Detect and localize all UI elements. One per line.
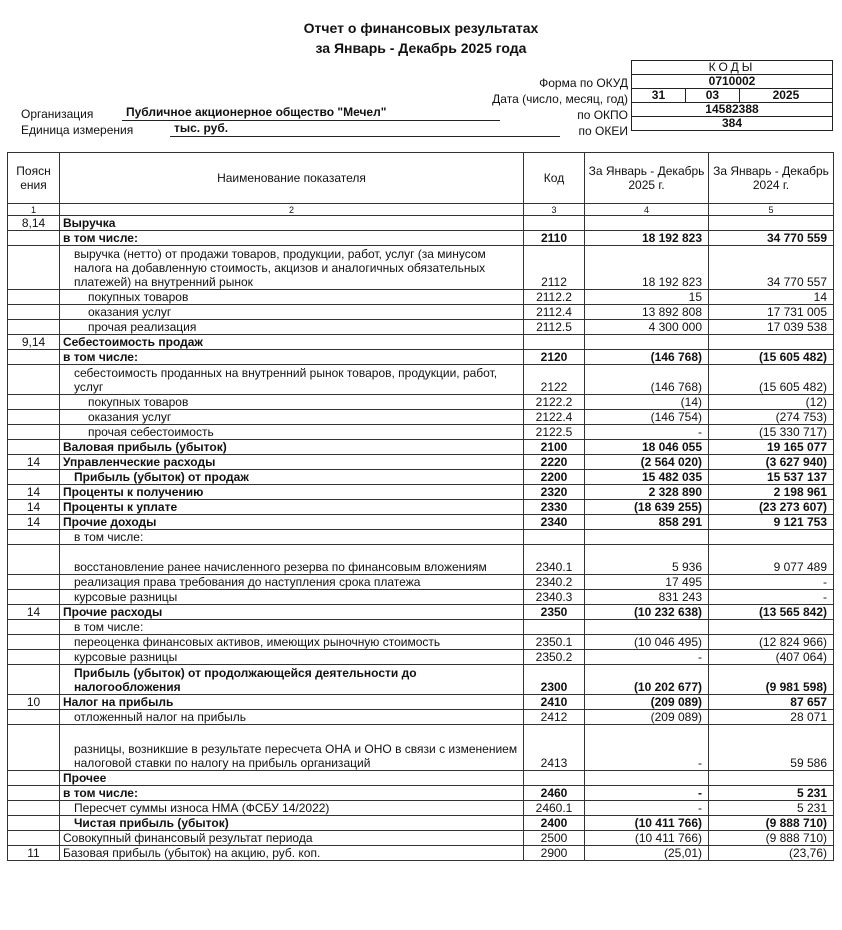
row-note	[8, 650, 60, 665]
row-note: 14	[8, 455, 60, 470]
row-code: 2122	[524, 365, 585, 395]
row-name: в том числе:	[60, 231, 524, 246]
row-value-2025	[585, 771, 709, 786]
table-row	[8, 710, 834, 725]
row-name: Налог на прибыль	[60, 695, 524, 710]
table-row	[8, 335, 834, 350]
row-name: покупных товаров	[60, 290, 524, 305]
row-name: Базовая прибыль (убыток) на акцию, руб. коп.	[60, 846, 524, 861]
date-year: 2025	[739, 89, 832, 103]
row-note	[8, 620, 60, 635]
row-value-2024: (12 824 966)	[709, 635, 834, 650]
row-code: 2320	[524, 485, 585, 500]
row-value-2025: (18 639 255)	[585, 500, 709, 515]
row-name: Проценты к получению	[60, 485, 524, 500]
col-header-2025: За Январь - Декабрь 2025 г.	[585, 153, 709, 204]
row-value-2024	[709, 216, 834, 231]
row-note	[8, 831, 60, 846]
row-value-2025: 15	[585, 290, 709, 305]
unit-label: Единица измерения	[21, 123, 134, 137]
row-value-2025: 858 291	[585, 515, 709, 530]
row-name: реализация права требования до наступления срока платежа	[60, 575, 524, 590]
row-code: 2120	[524, 350, 585, 365]
row-code: 2500	[524, 831, 585, 846]
row-value-2024: 15 537 137	[709, 470, 834, 485]
row-note	[8, 305, 60, 320]
row-note	[8, 470, 60, 485]
row-value-2024: 28 071	[709, 710, 834, 725]
row-code: 2340	[524, 515, 585, 530]
row-value-2025: (10 411 766)	[585, 816, 709, 831]
okei-value: 384	[632, 117, 833, 131]
org-label: Организация	[21, 107, 94, 121]
table-row	[8, 425, 834, 440]
row-note: 8,14	[8, 216, 60, 231]
row-note	[8, 440, 60, 455]
row-value-2025: (146 754)	[585, 410, 709, 425]
row-note	[8, 575, 60, 590]
row-value-2024	[709, 771, 834, 786]
row-value-2025: 17 495	[585, 575, 709, 590]
table-row	[8, 786, 834, 801]
row-note	[8, 350, 60, 365]
row-value-2024: 17 039 538	[709, 320, 834, 335]
row-note	[8, 320, 60, 335]
date-label: Дата (число, месяц, год)	[492, 92, 628, 106]
row-name: выручка (нетто) от продажи товаров, продукции, работ, услуг (за минусом налога на добавленную стоимость, акцизов и аналогичных обязательных платежей) на внутренний рынок	[60, 246, 524, 290]
okei-label: по ОКЕИ	[578, 124, 628, 138]
row-name: Прибыль (убыток) от продаж	[60, 470, 524, 485]
row-name: в том числе:	[60, 350, 524, 365]
financial-results-table	[7, 152, 834, 861]
row-name: Прибыль (убыток) от продолжающейся деятельности до налогообложения	[60, 665, 524, 695]
row-value-2024: (9 888 710)	[709, 831, 834, 846]
row-value-2025: (10 202 677)	[585, 665, 709, 695]
report-title: Отчет о финансовых результатах	[303, 20, 539, 36]
row-name: прочая себестоимость	[60, 425, 524, 440]
col-header-note: Поясн ения	[8, 153, 60, 204]
row-name: отложенный налог на прибыль	[60, 710, 524, 725]
table-row	[8, 801, 834, 816]
row-value-2024: (12)	[709, 395, 834, 410]
row-note	[8, 246, 60, 290]
row-value-2025	[585, 530, 709, 545]
row-name: Проценты к уплате	[60, 500, 524, 515]
row-value-2024: (407 064)	[709, 650, 834, 665]
row-value-2025	[585, 620, 709, 635]
row-value-2025: 18 192 823	[585, 231, 709, 246]
row-value-2024: 5 231	[709, 801, 834, 816]
row-code: 2412	[524, 710, 585, 725]
row-value-2025: 15 482 035	[585, 470, 709, 485]
row-value-2025: 5 936	[585, 545, 709, 575]
table-row	[8, 590, 834, 605]
table-row	[8, 575, 834, 590]
row-code: 2350.1	[524, 635, 585, 650]
row-value-2024: 9 121 753	[709, 515, 834, 530]
table-row	[8, 440, 834, 455]
row-value-2025: (14)	[585, 395, 709, 410]
row-value-2025: (25,01)	[585, 846, 709, 861]
row-value-2024: -	[709, 575, 834, 590]
codes-table	[631, 60, 833, 131]
row-value-2024: (15 605 482)	[709, 365, 834, 395]
table-row	[8, 620, 834, 635]
row-value-2025: (2 564 020)	[585, 455, 709, 470]
report-period: за Январь - Декабрь 2025 года	[315, 40, 527, 56]
row-name: курсовые разницы	[60, 590, 524, 605]
table-row	[8, 816, 834, 831]
row-value-2024: 19 165 077	[709, 440, 834, 455]
row-code: 2900	[524, 846, 585, 861]
table-row	[8, 530, 834, 545]
row-name: в том числе:	[60, 530, 524, 545]
row-code: 2112	[524, 246, 585, 290]
table-row	[8, 650, 834, 665]
col-number: 2	[60, 204, 524, 216]
row-name: переоценка финансовых активов, имеющих рыночную стоимость	[60, 635, 524, 650]
row-name: оказания услуг	[60, 305, 524, 320]
row-name: себестоимость проданных на внутренний рынок товаров, продукции, работ, услуг	[60, 365, 524, 395]
row-value-2024: (15 330 717)	[709, 425, 834, 440]
row-name: Себестоимость продаж	[60, 335, 524, 350]
row-note	[8, 545, 60, 575]
table-row	[8, 365, 834, 395]
row-name: восстановление ранее начисленного резерва по финансовым вложениям	[60, 545, 524, 575]
table-row	[8, 410, 834, 425]
row-code	[524, 620, 585, 635]
okud-value: 0710002	[632, 75, 833, 89]
date-day: 31	[632, 89, 686, 103]
row-value-2024: (15 605 482)	[709, 350, 834, 365]
row-name: Прочие расходы	[60, 605, 524, 620]
row-value-2025: 13 892 808	[585, 305, 709, 320]
row-code: 2300	[524, 665, 585, 695]
row-value-2024: 59 586	[709, 725, 834, 771]
row-value-2024: 5 231	[709, 786, 834, 801]
row-value-2024: (274 753)	[709, 410, 834, 425]
table-row	[8, 470, 834, 485]
row-value-2025: -	[585, 425, 709, 440]
row-note	[8, 365, 60, 395]
col-header-code: Код	[524, 153, 585, 204]
row-note	[8, 425, 60, 440]
row-code: 2400	[524, 816, 585, 831]
okpo-value: 14582388	[632, 103, 833, 117]
row-value-2024: (23 273 607)	[709, 500, 834, 515]
row-code: 2340.2	[524, 575, 585, 590]
col-number: 1	[8, 204, 60, 216]
row-name: Валовая прибыль (убыток)	[60, 440, 524, 455]
row-code: 2330	[524, 500, 585, 515]
row-name: Совокупный финансовый результат периода	[60, 831, 524, 846]
row-value-2024: 87 657	[709, 695, 834, 710]
row-note	[8, 635, 60, 650]
col-number: 4	[585, 204, 709, 216]
okpo-label: по ОКПО	[577, 108, 628, 122]
table-row	[8, 846, 834, 861]
row-value-2025: (10 411 766)	[585, 831, 709, 846]
row-code: 2112.2	[524, 290, 585, 305]
table-row	[8, 635, 834, 650]
row-code	[524, 530, 585, 545]
row-note: 10	[8, 695, 60, 710]
row-code: 2122.2	[524, 395, 585, 410]
row-note	[8, 725, 60, 771]
row-note	[8, 801, 60, 816]
col-header-name: Наименование показателя	[60, 153, 524, 204]
row-value-2025: (209 089)	[585, 695, 709, 710]
table-row	[8, 395, 834, 410]
row-code: 2112.5	[524, 320, 585, 335]
table-row	[8, 216, 834, 231]
unit-value: тыс. руб.	[170, 121, 560, 137]
row-code: 2350	[524, 605, 585, 620]
row-note: 14	[8, 515, 60, 530]
row-name: покупных товаров	[60, 395, 524, 410]
col-number: 3	[524, 204, 585, 216]
row-value-2025: (209 089)	[585, 710, 709, 725]
org-value: Публичное акционерное общество "Мечел"	[122, 105, 500, 121]
row-name: Прочие доходы	[60, 515, 524, 530]
row-value-2024: 34 770 557	[709, 246, 834, 290]
table-row	[8, 305, 834, 320]
row-value-2025: -	[585, 725, 709, 771]
row-value-2025: (10 046 495)	[585, 635, 709, 650]
row-name: в том числе:	[60, 620, 524, 635]
row-code	[524, 216, 585, 231]
row-name: оказания услуг	[60, 410, 524, 425]
table-row	[8, 455, 834, 470]
row-value-2025: -	[585, 786, 709, 801]
row-value-2025: -	[585, 801, 709, 816]
row-code: 2460	[524, 786, 585, 801]
row-code: 2122.4	[524, 410, 585, 425]
row-code	[524, 335, 585, 350]
row-code: 2340.3	[524, 590, 585, 605]
row-value-2024: (9 981 598)	[709, 665, 834, 695]
table-row	[8, 725, 834, 771]
row-value-2025	[585, 335, 709, 350]
row-value-2024	[709, 530, 834, 545]
table-row	[8, 665, 834, 695]
table-row	[8, 290, 834, 305]
row-name: Управленческие расходы	[60, 455, 524, 470]
row-value-2025: 2 328 890	[585, 485, 709, 500]
row-code: 2110	[524, 231, 585, 246]
row-value-2025: 18 192 823	[585, 246, 709, 290]
row-code: 2200	[524, 470, 585, 485]
row-name: Прочее	[60, 771, 524, 786]
table-row	[8, 246, 834, 290]
row-note: 14	[8, 485, 60, 500]
row-note	[8, 290, 60, 305]
table-row	[8, 605, 834, 620]
row-value-2024: 2 198 961	[709, 485, 834, 500]
row-note: 14	[8, 605, 60, 620]
row-code: 2100	[524, 440, 585, 455]
table-row	[8, 695, 834, 710]
row-name: курсовые разницы	[60, 650, 524, 665]
row-value-2025	[585, 216, 709, 231]
table-row	[8, 485, 834, 500]
row-value-2024: 14	[709, 290, 834, 305]
table-row	[8, 831, 834, 846]
row-note: 14	[8, 500, 60, 515]
row-value-2025: (146 768)	[585, 350, 709, 365]
row-value-2024	[709, 620, 834, 635]
row-note: 11	[8, 846, 60, 861]
row-code: 2413	[524, 725, 585, 771]
col-number: 5	[709, 204, 834, 216]
codes-header: КОДЫ	[632, 61, 833, 75]
row-code: 2122.5	[524, 425, 585, 440]
row-note	[8, 816, 60, 831]
row-note	[8, 710, 60, 725]
table-row	[8, 771, 834, 786]
row-code: 2340.1	[524, 545, 585, 575]
row-code: 2220	[524, 455, 585, 470]
row-name: Чистая прибыль (убыток)	[60, 816, 524, 831]
row-note	[8, 395, 60, 410]
row-code	[524, 771, 585, 786]
row-value-2025: 18 046 055	[585, 440, 709, 455]
row-name: Выручка	[60, 216, 524, 231]
table-row	[8, 545, 834, 575]
table-row	[8, 231, 834, 246]
row-code: 2460.1	[524, 801, 585, 816]
row-code: 2350.2	[524, 650, 585, 665]
row-value-2024: (9 888 710)	[709, 816, 834, 831]
row-value-2024: 9 077 489	[709, 545, 834, 575]
row-value-2024: 34 770 559	[709, 231, 834, 246]
row-code: 2410	[524, 695, 585, 710]
row-value-2025: 831 243	[585, 590, 709, 605]
row-value-2024: (3 627 940)	[709, 455, 834, 470]
row-value-2025: (146 768)	[585, 365, 709, 395]
col-header-2024: За Январь - Декабрь 2024 г.	[709, 153, 834, 204]
row-value-2024: 17 731 005	[709, 305, 834, 320]
row-value-2024: -	[709, 590, 834, 605]
row-name: Пересчет суммы износа НМА (ФСБУ 14/2022)	[60, 801, 524, 816]
table-row	[8, 515, 834, 530]
row-note	[8, 786, 60, 801]
row-value-2024: (13 565 842)	[709, 605, 834, 620]
row-note	[8, 410, 60, 425]
row-name: в том числе:	[60, 786, 524, 801]
row-value-2024	[709, 335, 834, 350]
table-row	[8, 320, 834, 335]
table-row	[8, 350, 834, 365]
row-note	[8, 665, 60, 695]
table-row	[8, 500, 834, 515]
row-note	[8, 530, 60, 545]
row-code: 2112.4	[524, 305, 585, 320]
row-name: прочая реализация	[60, 320, 524, 335]
row-note	[8, 771, 60, 786]
row-note	[8, 231, 60, 246]
row-value-2025: -	[585, 650, 709, 665]
row-note: 9,14	[8, 335, 60, 350]
row-value-2025: 4 300 000	[585, 320, 709, 335]
okud-label: Форма по ОКУД	[539, 76, 628, 90]
row-value-2024: (23,76)	[709, 846, 834, 861]
date-month: 03	[685, 89, 739, 103]
row-name: разницы, возникшие в результате пересчета ОНА и ОНО в связи с изменением налоговой ставки по налогу на прибыль организаций	[60, 725, 524, 771]
row-note	[8, 590, 60, 605]
row-value-2025: (10 232 638)	[585, 605, 709, 620]
